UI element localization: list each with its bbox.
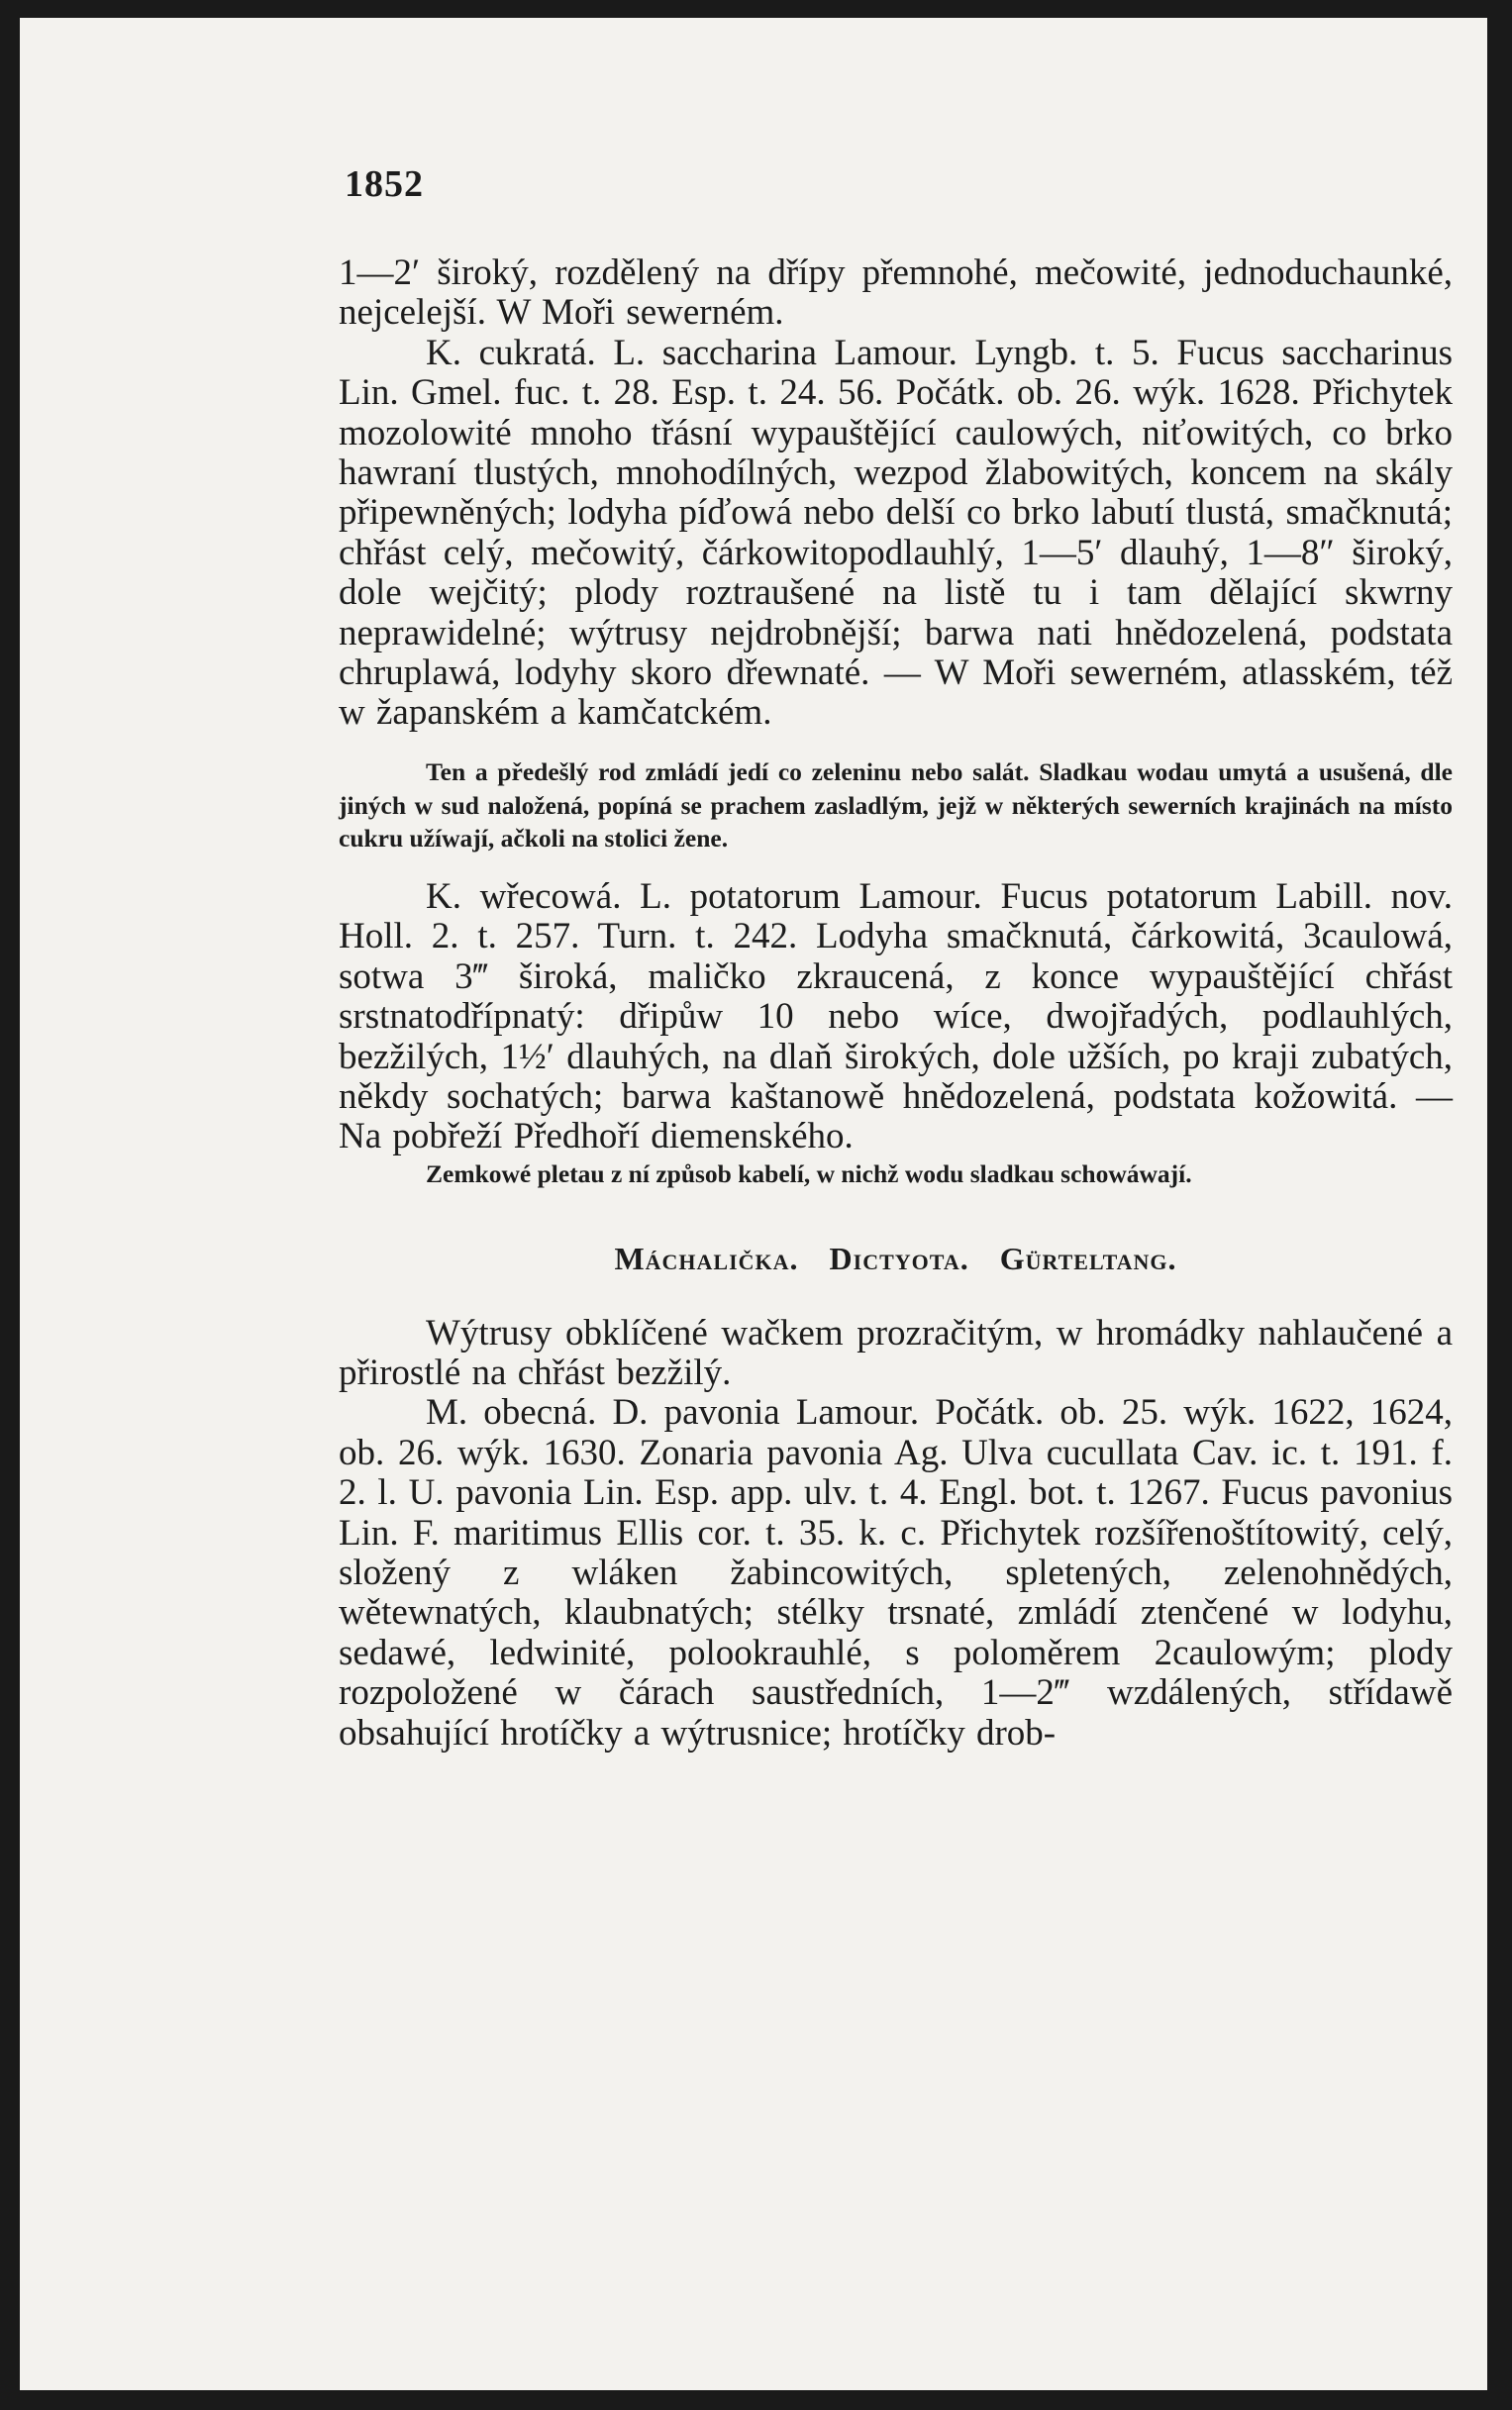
paragraph-genus-description: Wýtrusy obklíčené wačkem prozračitým, w hromádky nahlaučené a přirostlé na chřást bezžilý. <box>339 1312 1453 1393</box>
paragraph-kelp-sugar-species: K. cukratá. L. saccharina Lamour. Lyngb. t. 5. Fucus saccharinus Lin. Gmel. fuc. t. 28. Esp. t. 24. 56. Počátk. ob. 26. wýk. 1628. Přichytek mozolowité mnoho třásní wypauštějící caulowých, niťowitých, co brko hawraní tlustých, mnohodílných, wezpod žlabowitých, koncem na skály připewněných; lodyha píďowá nebo delší co brko labutí tlustá, smačknutá; chřást celý, mečowitý, čárkowitopodlauhlý, 1—5′ dlauhý, 1—8″ široký, dole wejčitý; plody roztraušené na listě tu i tam dělající skwrny neprawidelné; wýtrusy nejdrobnější; barwa nati hnědozelená, podstata chruplawá, lodyhy skoro dřewnaté. — W Moři sewerném, atlasském, též w žapanském a kamčatckém. <box>339 332 1453 734</box>
page-body <box>339 253 1453 1754</box>
page-number: 1852 <box>345 163 424 205</box>
genus-heading: Máchalička. Dictyota. Gürteltang. <box>614 1240 1177 1276</box>
book-page <box>20 18 1487 2390</box>
paragraph-common-species: M. obecná. D. pavonia Lamour. Počátk. ob. 25. wýk. 1622, 1624, ob. 26. wýk. 1630. Zonaria pavonia Ag. Ulva cucullata Cav. ic. t. 191. f. 2. l. U. pavonia Lin. Esp. app. ulv. t. 4. Engl. bot. t. 1267. Fucus pavonius Lin. F. maritimus Ellis cor. t. 35. k. c. Přichytek rozšířenoštítowitý, celý, složený z wláken žabincowitých, spletených, zelenohnědých, wětewnatých, klaubnatých; stélky trsnaté, zmládí ztenčené w lodyhu, sedawé, ledwinité, polookrauhlé, s poloměrem 2caulowým; plody rozpoložené w čárach saustředních, 1—2‴ wzdálených, střídawě obsahující hrotíčky a wýtrusnice; hrotíčky drob- <box>339 1392 1453 1754</box>
note-natives-usage: Zemkowé pletau z ní způsob kabelí, w nichž wodu sladkau schowáwají. <box>426 1158 1192 1188</box>
paragraph-continuation: 1—2′ široký, rozdělený na dřípy přemnohé, mečowité, jednoduchaunké, nejcelejší. W Moři sewerném. <box>339 252 1453 334</box>
note-kelp-usage: Ten a předešlý rod zmládí jedí co zeleninu nebo salát. Sladkau wodau umytá a usušená, dle jiných w sud naložená, popíná se prachem zasladlým, jejž w některých sewerních krajinách na místo cukru užíwají, ačkoli na stolici žene. <box>339 756 1453 854</box>
paragraph-kelp-sack-species: K. wřecowá. L. potatorum Lamour. Fucus potatorum Labill. nov. Holl. 2. t. 257. Turn. t. 242. Lodyha smačknutá, čárkowitá, 3caulowá, sotwa 3‴ široká, maličko zkraucená, z konce wypauštějící chřást srstnatodřípnatý: dřipůw 10 nebo wíce, dwojřadých, podlauhlých, bezžilých, 1½′ dlauhých, na dlaň širokých, dole užších, po kraji zubatých, někdy sochatých; barwa kaštanowě hnědozelená, podstata kožowitá. — Na pobřeží Předhoří diemenského. <box>339 875 1453 1157</box>
